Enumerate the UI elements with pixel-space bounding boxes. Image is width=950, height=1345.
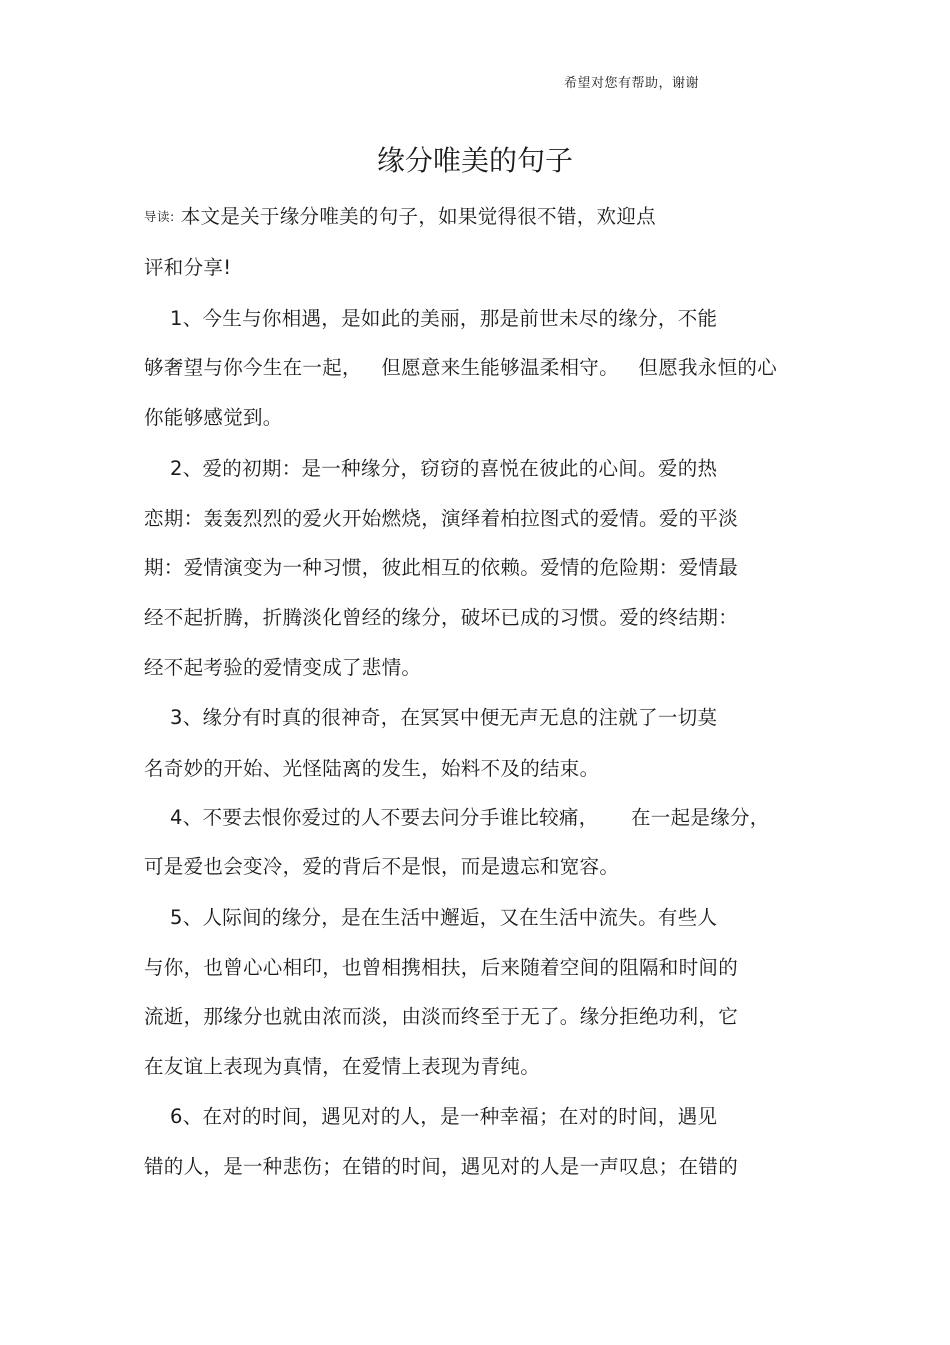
paragraph-line: 在友谊上表现为真情，在爱情上表现为青纯。 xyxy=(144,1055,541,1078)
paragraph-line: 经不起折腾，折腾淡化曾经的缘分，破坏已成的习惯。爱的终结期： xyxy=(144,606,739,629)
paragraph-line: 你能够感觉到。 xyxy=(144,406,283,429)
paragraph-line: 经不起考验的爱情变成了悲情。 xyxy=(144,656,422,679)
paragraph-line: 5、人际间的缘分，是在生活中邂逅，又在生活中流失。有些人 xyxy=(144,906,718,929)
page-title: 缘分唯美的句子 xyxy=(376,144,573,177)
lead-label: 导读: xyxy=(144,209,175,224)
header-note: 希望对您有帮助，谢谢 xyxy=(564,76,700,91)
paragraph-line: 期：爱情演变为一种习惯，彼此相互的依赖。爱情的危险期：爱情最 xyxy=(144,556,739,579)
paragraph-line: 4、不要去恨你爱过的人不要去问分手谁比较痛， 在一起是缘分， xyxy=(144,806,770,829)
paragraph-line: 流逝，那缘分也就由浓而淡，由淡而终至于无了。缘分拒绝功利，它 xyxy=(144,1005,739,1028)
paragraph-line: 1、今生与你相遇，是如此的美丽，那是前世未尽的缘分，不能 xyxy=(144,307,718,330)
paragraph-line: 3、缘分有时真的很神奇，在冥冥中便无声无息的注就了一切莫 xyxy=(144,706,718,729)
paragraph-line: 恋期：轰轰烈烈的爱火开始燃烧，演绎着柏拉图式的爱情。爱的平淡 xyxy=(144,507,739,530)
paragraph-line: 6、在对的时间，遇见对的人，是一种幸福；在对的时间，遇见 xyxy=(144,1105,718,1128)
paragraph-line: 错的人，是一种悲伤；在错的时间，遇见对的人是一声叹息；在错的 xyxy=(144,1155,739,1178)
paragraph-line: 2、爱的初期：是一种缘分，窃窃的喜悦在彼此的心间。爱的热 xyxy=(144,457,718,480)
lead-line: 评和分享! xyxy=(144,256,232,279)
paragraph-line: 名奇妙的开始、光怪陆离的发生，始料不及的结束。 xyxy=(144,757,600,780)
paragraph-line: 可是爱也会变冷，爱的背后不是恨，而是遗忘和宽容。 xyxy=(144,855,620,878)
lead-line xyxy=(144,203,656,231)
paragraph-line: 够奢望与你今生在一起， 但愿意来生能够温柔相守。 但愿我永恒的心 xyxy=(144,356,777,379)
paragraph-line: 与你，也曾心心相印，也曾相携相扶，后来随着空间的阻隔和时间的 xyxy=(144,956,739,979)
lead-text: 本文是关于缘分唯美的句子，如果觉得很不错，欢迎点 xyxy=(180,205,656,228)
